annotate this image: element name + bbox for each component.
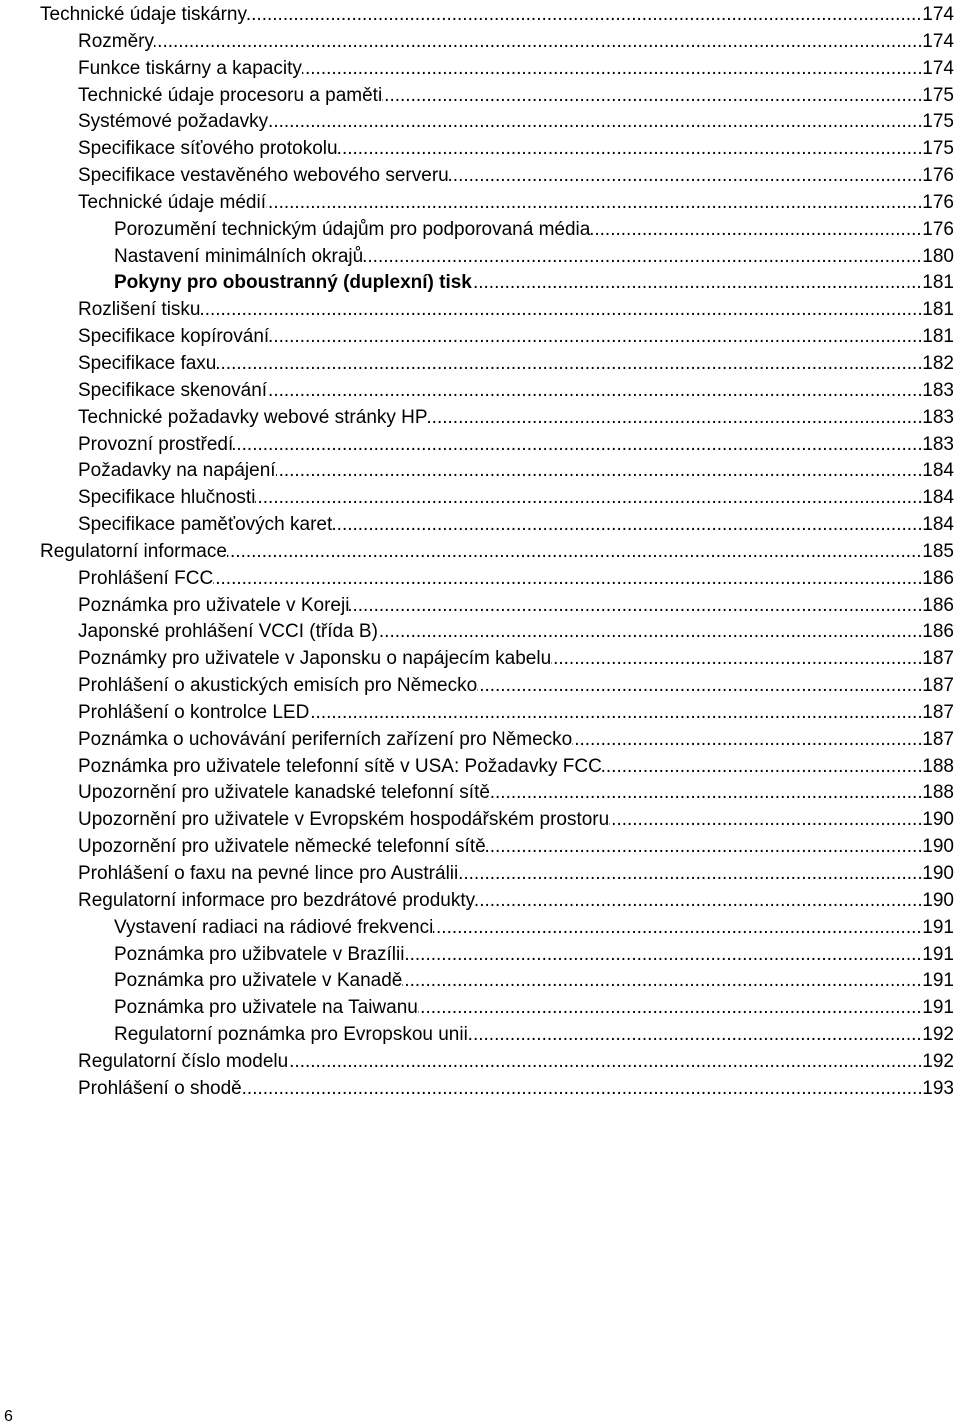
toc-entry-label: Porozumění technickým údajům pro podporovaná média [114, 218, 591, 240]
toc-entry[interactable] [78, 458, 960, 485]
toc-entry-label: Prohlášení o shodě [78, 1077, 242, 1099]
toc-entry-page: 175 [922, 109, 954, 136]
toc-entry[interactable] [40, 539, 960, 566]
toc-entry-label: Regulatorní poznámka pro Evropskou unii [114, 1024, 468, 1046]
toc-entry-label: Specifikace paměťových karet [78, 514, 333, 536]
page-number: 6 [4, 1408, 13, 1425]
toc-entry-label: Specifikace vestavěného webového serveru [78, 165, 449, 187]
toc-entry[interactable] [78, 56, 960, 83]
toc-entry[interactable] [78, 727, 960, 754]
toc-entry-page: 191 [922, 968, 954, 995]
toc-entry-page: 187 [922, 700, 954, 727]
toc-entry-page: 181 [922, 297, 954, 324]
toc-entry-page: 192 [922, 1049, 954, 1076]
toc-entry[interactable] [78, 619, 960, 646]
toc-entry-label: Regulatorní číslo modelu [78, 1050, 289, 1072]
toc-entry-page: 186 [922, 619, 954, 646]
toc-entry[interactable] [78, 163, 960, 190]
toc-entry-label: Nastavení minimálních okrajů [114, 245, 364, 267]
toc-entry[interactable] [78, 566, 960, 593]
toc-entry-page: 180 [922, 244, 954, 271]
toc-entry[interactable] [78, 297, 960, 324]
toc-entry-page: 191 [922, 995, 954, 1022]
toc-entry-label: Vystavení radiaci na rádiové frekvenci [114, 916, 434, 938]
toc-entry-page: 183 [922, 405, 954, 432]
toc-entry-label: Rozměry [78, 30, 155, 52]
toc-entry[interactable] [78, 29, 960, 56]
toc-entry-label: Poznámky pro uživatele v Japonsku o napájecím kabelu [78, 648, 552, 670]
toc-entry[interactable] [114, 942, 960, 969]
toc-entry-page: 187 [922, 727, 954, 754]
toc-entry-page: 187 [922, 646, 954, 673]
toc-entry-label: Upozornění pro uživatele v Evropském hospodářském prostoru [78, 809, 610, 831]
toc-entry-page: 188 [922, 754, 954, 781]
toc-entry-label: Regulatorní informace [40, 540, 227, 562]
toc-entry-page: 184 [922, 512, 954, 539]
toc-entry[interactable] [114, 217, 960, 244]
toc-entry-label: Upozornění pro uživatele německé telefonní sítě [78, 836, 486, 858]
toc-entry[interactable] [78, 1049, 960, 1076]
toc-entry[interactable] [40, 2, 960, 29]
toc-entry-page: 186 [922, 593, 954, 620]
toc-entry-page: 188 [922, 780, 954, 807]
toc-entry-page: 190 [922, 807, 954, 834]
toc-entry-page: 191 [922, 915, 954, 942]
toc-entry[interactable] [78, 673, 960, 700]
toc-entry[interactable] [78, 593, 960, 620]
toc-entry-label: Provozní prostředí [78, 433, 234, 455]
toc-entry-label: Požadavky na napájení [78, 460, 276, 482]
toc-entry-page: 176 [922, 163, 954, 190]
toc-entry-page: 193 [922, 1076, 954, 1103]
toc-entry-page: 186 [922, 566, 954, 593]
toc-entry-page: 184 [922, 458, 954, 485]
toc-entry-label: Poznámka pro uživatele na Taiwanu [114, 997, 418, 1019]
toc-entry-page: 191 [922, 942, 954, 969]
toc-entry-page: 187 [922, 673, 954, 700]
toc-entry[interactable] [114, 1022, 960, 1049]
toc-entry-label: Prohlášení o kontrolce LED [78, 701, 310, 723]
toc-entry[interactable] [78, 378, 960, 405]
toc-entry[interactable] [78, 700, 960, 727]
toc-entry-label: Specifikace hlučnosti [78, 487, 256, 509]
toc-entry-page: 181 [922, 270, 954, 297]
toc-entry-label: Poznámka pro užibvatele v Brazílii [114, 943, 405, 965]
toc-entry-page: 182 [922, 351, 954, 378]
toc-entry-page: 176 [922, 217, 954, 244]
toc-entry-label: Technické údaje tiskárny [40, 4, 247, 25]
toc-entry-label: Poznámka pro uživatele v Koreji [78, 594, 350, 616]
toc-entry[interactable] [114, 915, 960, 942]
toc-entry-page: 176 [922, 190, 954, 217]
toc-entry[interactable] [78, 807, 960, 834]
toc-entry[interactable] [114, 995, 960, 1022]
toc-entry-page: 190 [922, 861, 954, 888]
toc-entry[interactable] [78, 485, 960, 512]
toc-entry[interactable] [78, 136, 960, 163]
toc-entry-page: 190 [922, 834, 954, 861]
toc-entry-page: 183 [922, 432, 954, 459]
toc-entry-label: Specifikace kopírování [78, 326, 270, 348]
toc-entry[interactable] [78, 780, 960, 807]
toc-entry[interactable] [114, 270, 960, 297]
toc-entry-label: Prohlášení FCC [78, 567, 214, 589]
toc-entry-label: Technické údaje médií [78, 191, 266, 213]
toc-entry[interactable] [114, 244, 960, 271]
dot-leader [78, 29, 954, 56]
toc-entry-page: 190 [922, 888, 954, 915]
toc-entry[interactable] [78, 1076, 960, 1103]
toc-entry-label: Technické požadavky webové stránky HP [78, 406, 428, 428]
toc-entry-page: 184 [922, 485, 954, 512]
toc-entry-page: 175 [922, 83, 954, 110]
toc-entry[interactable] [78, 83, 960, 110]
toc-entry[interactable] [78, 432, 960, 459]
toc-entry-page: 185 [922, 539, 954, 566]
toc-entry[interactable] [78, 405, 960, 432]
toc-entry-label: Prohlášení o akustických emisích pro Německo [78, 675, 478, 697]
toc-entry-page: 175 [922, 136, 954, 163]
toc-entry-label: Japonské prohlášení VCCI (třída B) [78, 621, 378, 643]
table-of-contents [0, 2, 960, 1103]
toc-entry-label: Specifikace síťového protokolu [78, 138, 338, 160]
toc-entry-page: 181 [922, 324, 954, 351]
toc-entry-label: Systémové požadavky [78, 111, 269, 133]
toc-entry-label: Specifikace faxu [78, 352, 217, 374]
toc-entry[interactable] [78, 512, 960, 539]
toc-entry-label: Funkce tiskárny a kapacity [78, 57, 302, 79]
toc-entry-page: 174 [922, 2, 954, 29]
toc-entry[interactable] [114, 968, 960, 995]
toc-entry[interactable] [78, 861, 960, 888]
toc-entry-label: Poznámka pro uživatele telefonní sítě v USA: Požadavky FCC [78, 755, 602, 777]
toc-entry-label: Rozlišení tisku [78, 299, 201, 321]
toc-entry[interactable] [78, 190, 960, 217]
toc-entry[interactable] [78, 324, 960, 351]
toc-entry[interactable] [78, 646, 960, 673]
toc-entry-label: Poznámka pro uživatele v Kanadě [114, 970, 403, 992]
dot-leader [78, 297, 954, 324]
toc-entry-label: Technické údaje procesoru a paměti [78, 84, 383, 106]
toc-entry-label: Upozornění pro uživatele kanadské telefonní sítě [78, 782, 490, 804]
toc-entry[interactable] [78, 109, 960, 136]
toc-entry-label: Specifikace skenování [78, 379, 268, 401]
toc-entry-label: Poznámka o uchovávání periferních zařízení pro Německo [78, 728, 573, 750]
toc-entry[interactable] [78, 888, 960, 915]
toc-entry[interactable] [78, 351, 960, 378]
toc-entry-label: Prohlášení o faxu na pevné lince pro Austrálii [78, 863, 459, 884]
toc-entry-page: 192 [922, 1022, 954, 1049]
toc-entry-page: 174 [922, 56, 954, 83]
toc-entry-label: Pokyny pro oboustranný (duplexní) tisk [114, 272, 472, 294]
toc-entry[interactable] [78, 754, 960, 781]
toc-entry[interactable] [78, 834, 960, 861]
toc-entry-label: Regulatorní informace pro bezdrátové produkty [78, 889, 476, 911]
toc-entry-page: 174 [922, 29, 954, 56]
toc-entry-page: 183 [922, 378, 954, 405]
